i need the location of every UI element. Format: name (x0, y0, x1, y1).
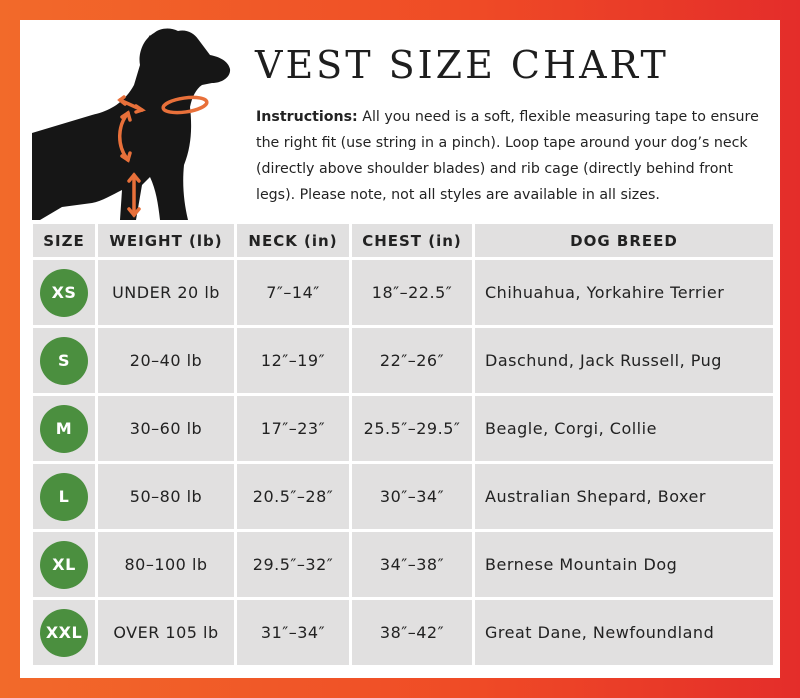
chest-cell: 25.5″–29.5″ (352, 396, 472, 461)
chest-cell: 22″–26″ (352, 328, 472, 393)
size-badge: XL (40, 541, 88, 589)
table-row (33, 532, 773, 597)
size-cell (33, 396, 95, 461)
weight-cell: 20–40 lb (98, 328, 234, 393)
chest-cell: 18″–22.5″ (352, 260, 472, 325)
table-row (33, 260, 773, 325)
size-cell (33, 464, 95, 529)
neck-cell: 12″–19″ (237, 328, 349, 393)
neck-cell: 29.5″–32″ (237, 532, 349, 597)
neck-cell: 17″–23″ (237, 396, 349, 461)
size-cell (33, 260, 95, 325)
breed-cell: Great Dane, Newfoundland (475, 600, 773, 665)
chest-cell: 38″–42″ (352, 600, 472, 665)
size-badge: S (40, 337, 88, 385)
size-cell (33, 328, 95, 393)
instructions-text: All you need is a soft, flexible measuring tape to ensure the right fit (use string in a pinch). Loop tape around your dog’s neck (directly above shoulder blades) and rib cage (directly behind front legs). Please note, not all styles are available in all sizes. (256, 109, 759, 203)
instructions (256, 104, 771, 208)
table-row (33, 328, 773, 393)
weight-cell: UNDER 20 lb (98, 260, 234, 325)
page-title: VEST SIZE CHART (255, 43, 669, 87)
column-header-chest: CHEST (in) (352, 224, 472, 257)
instructions-label: Instructions: (256, 109, 358, 125)
neck-cell: 31″–34″ (237, 600, 349, 665)
column-header-neck: NECK (in) (237, 224, 349, 257)
size-badge: XXL (40, 609, 88, 657)
breed-cell: Bernese Mountain Dog (475, 532, 773, 597)
weight-cell: 50–80 lb (98, 464, 234, 529)
size-cell (33, 600, 95, 665)
table-row (33, 464, 773, 529)
table-row (33, 396, 773, 461)
size-cell (33, 532, 95, 597)
size-chart-card (20, 20, 780, 678)
breed-cell: Australian Shepard, Boxer (475, 464, 773, 529)
size-table (30, 221, 776, 668)
size-badge: M (40, 405, 88, 453)
chest-cell: 30″–34″ (352, 464, 472, 529)
table-row (33, 600, 773, 665)
weight-cell: OVER 105 lb (98, 600, 234, 665)
weight-cell: 30–60 lb (98, 396, 234, 461)
chest-cell: 34″–38″ (352, 532, 472, 597)
breed-cell: Daschund, Jack Russell, Pug (475, 328, 773, 393)
neck-cell: 20.5″–28″ (237, 464, 349, 529)
table-header-row (33, 224, 773, 257)
size-badge: XS (40, 269, 88, 317)
weight-cell: 80–100 lb (98, 532, 234, 597)
size-badge: L (40, 473, 88, 521)
breed-cell: Beagle, Corgi, Collie (475, 396, 773, 461)
column-header-weight: WEIGHT (lb) (98, 224, 234, 257)
breed-cell: Chihuahua, Yorkahire Terrier (475, 260, 773, 325)
column-header-breed: DOG BREED (475, 224, 773, 257)
dog-silhouette-icon (32, 25, 232, 220)
column-header-size: SIZE (33, 224, 95, 257)
neck-cell: 7″–14″ (237, 260, 349, 325)
